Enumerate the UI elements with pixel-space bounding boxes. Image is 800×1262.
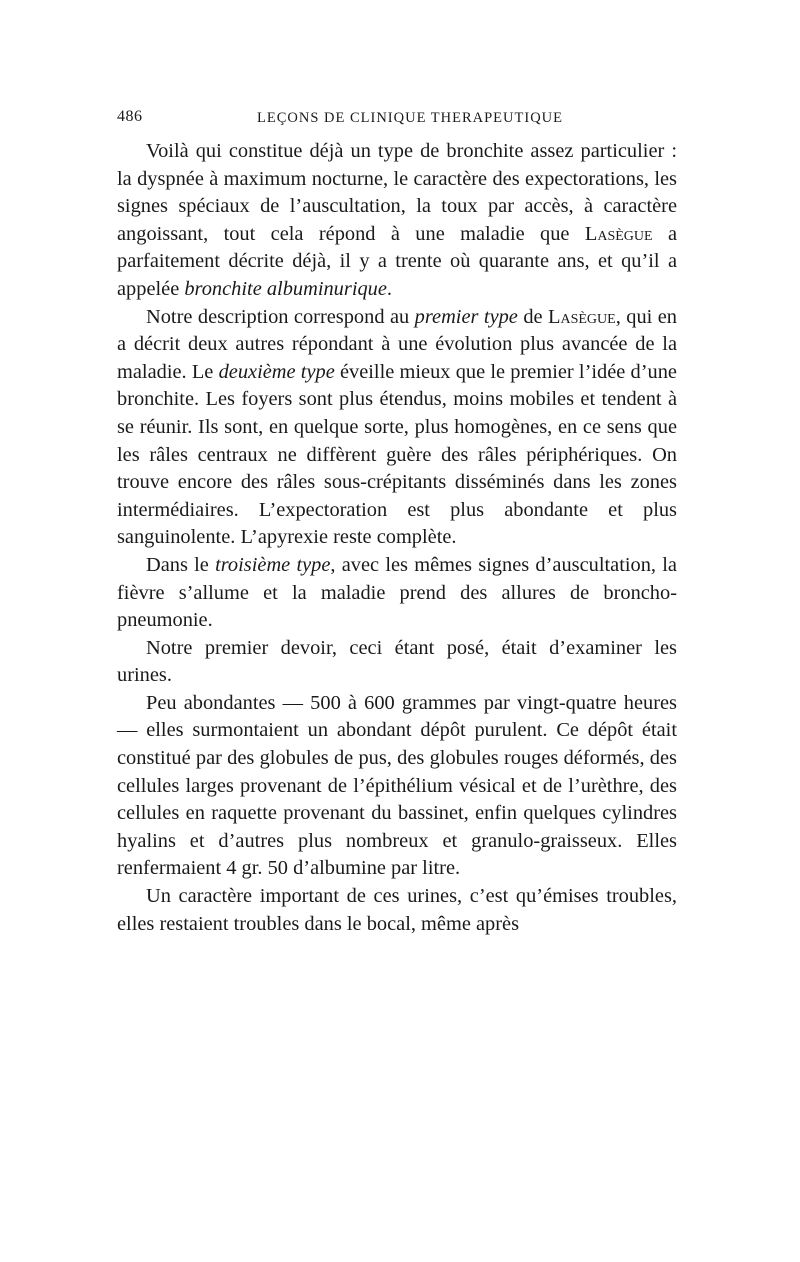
paragraph-3 bbox=[117, 552, 677, 635]
paragraph-1-text-c: . bbox=[386, 277, 393, 300]
paragraph-2 bbox=[117, 304, 677, 552]
paragraph-2-text-b: de bbox=[517, 305, 549, 328]
author-name: Lasègue bbox=[584, 222, 653, 245]
paragraph-3-text-b: , avec les mêmes signes d’auscultation, la fièvre s’allume et la maladie prend des allures de broncho-pneumonie. bbox=[117, 553, 677, 632]
author-name: Lasègue bbox=[548, 305, 616, 328]
paragraph-2-text-c: , qui en a décrit deux autres répondant à une évolution plus avancée de la maladie. Le bbox=[117, 305, 677, 383]
first-type-term: premier type bbox=[414, 305, 518, 328]
paragraph-5: Peu abondantes — 500 à 600 grammes par vingt-quatre heures — elles surmontaient un abondant dépôt purulent. Ce dépôt était constitué par des globules de pus, des globules rouges déformés, des cellules larges provenant de l’épithélium vésical et de l’urèthre, des cellules en raquette provenant du bassinet, enfin quelques cylindres hyalins et d’autres plus nombreux et granulo-graisseux. Elles renfermaient 4 gr. 50 d’albumine par litre. bbox=[117, 691, 677, 880]
body-text bbox=[117, 138, 677, 938]
paragraph-3-text-a: Dans le bbox=[146, 553, 216, 576]
paragraph-1-text-a: Voilà qui constitue déjà un type de bronchite assez particulier : la dyspnée à maximum nocturne, le caractère des expectorations, les signes spéciaux de l’auscultation, la toux par accès, à caractère angoissant, tout cela répond à une maladie que bbox=[117, 140, 677, 245]
running-title: LEÇONS DE CLINIQUE THERAPEUTIQUE bbox=[257, 110, 563, 126]
paragraph-4: Notre premier devoir, ceci étant posé, était d’examiner les urines. bbox=[117, 636, 677, 687]
paragraph-6: Un caractère important de ces urines, c’est qu’émises troubles, elles restaient troubles dans le bocal, même après bbox=[117, 885, 677, 935]
paragraph-1 bbox=[117, 138, 677, 304]
disease-name: bronchite albuminurique bbox=[184, 277, 387, 300]
third-type-term: troisième type bbox=[215, 553, 331, 576]
page-number: 486 bbox=[117, 108, 143, 125]
paragraph-2-text-d: éveille mieux que le premier l’idée d’une bronchite. Les foyers sont plus étendus, moins mobiles et tendent à se réunir. Ils sont, en quelque sorte, plus homogènes, en ce sens que les râles centraux ne diffèrent guère des râles périphériques. On trouve encore des râles sous-crépitants disséminés dans les zones intermédiaires. L’expectoration est plus abondante et plus sanguinolente. L’apyrexie reste complète. bbox=[117, 360, 677, 549]
book-page bbox=[117, 108, 677, 938]
second-type-term: deuxième type bbox=[218, 360, 335, 383]
running-head bbox=[117, 108, 677, 138]
paragraph-2-text-a: Notre description correspond au bbox=[146, 305, 415, 328]
paragraph-1-text-b: a parfaitement décrite déjà, il y a trente où quarante ans, et qu’il a appelée bbox=[117, 222, 677, 300]
